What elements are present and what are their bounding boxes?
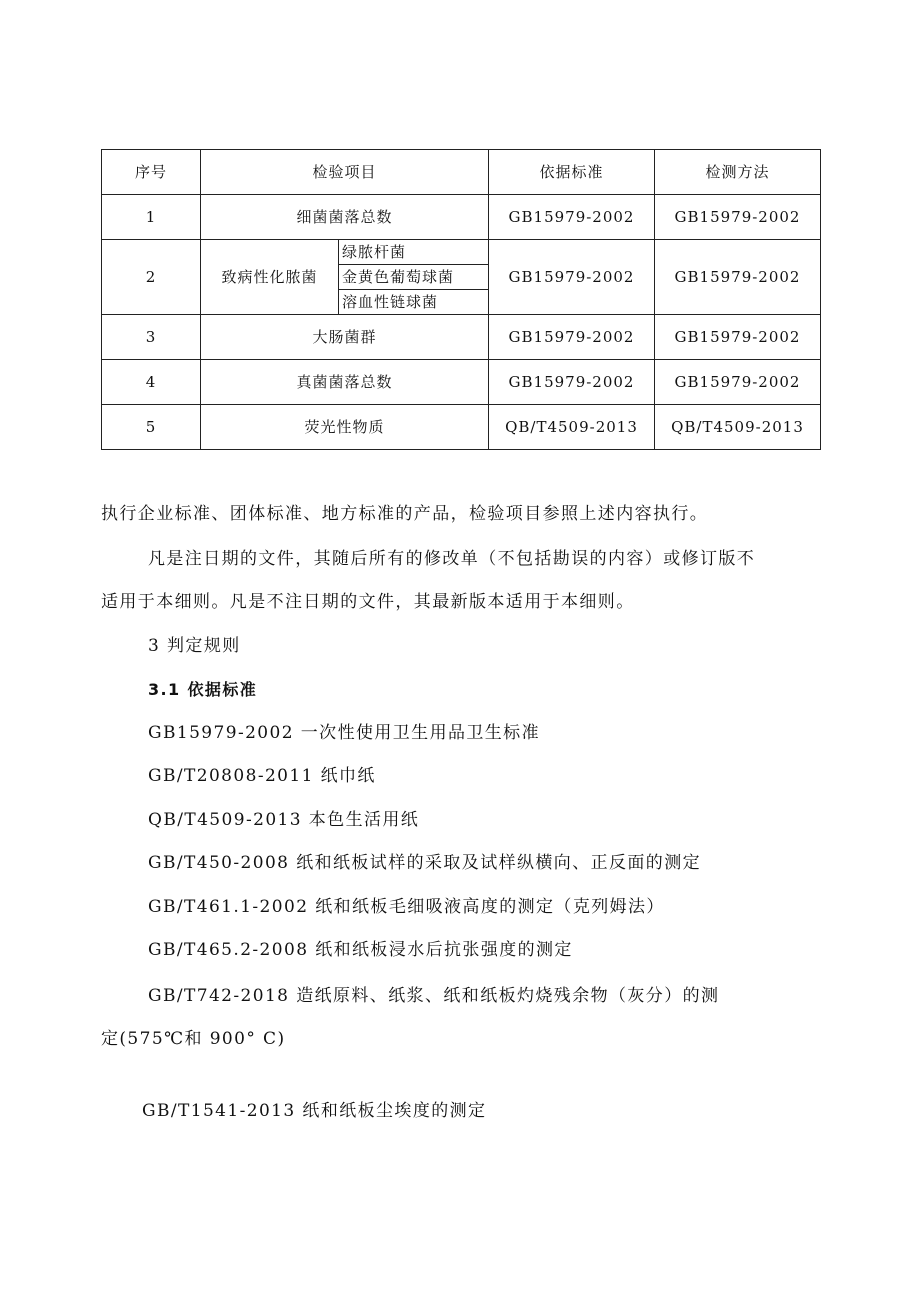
standard-reference: GB15979-2002 一次性使用卫生用品卫生标准 [148,723,540,743]
row-standard: GB15979-2002 [489,240,655,315]
standard-reference-continued: 定(575℃和 900° C) [101,1029,286,1049]
table-header-row [102,150,821,195]
subsection-heading: 3.1 依据标准 [148,680,258,699]
paragraph-dated-refs-line2: 适用于本细则。凡是不注日期的文件，其最新版本适用于本细则。 [101,592,635,612]
row-standard: GB15979-2002 [489,360,655,405]
header-method: 检测方法 [655,150,821,195]
row-method: QB/T4509-2013 [655,405,821,450]
header-standard: 依据标准 [489,150,655,195]
row-item: 荧光性物质 [201,405,489,450]
row-no: 1 [102,195,201,240]
paragraph-scope: 执行企业标准、团体标准、地方标准的产品，检验项目参照上述内容执行。 [101,504,709,524]
standard-reference: GB/T742-2018 造纸原料、纸浆、纸和纸板灼烧残余物（灰分）的测 [148,986,720,1006]
paragraph-dated-refs-line1: 凡是注日期的文件，其随后所有的修改单（不包括勘误的内容）或修订版不 [148,549,756,569]
table-row [102,315,821,360]
row-standard: GB15979-2002 [489,195,655,240]
row-item: 细菌菌落总数 [201,195,489,240]
table-row [102,195,821,240]
standard-reference: GB/T461.1-2002 纸和纸板毛细吸液高度的测定（克列姆法） [148,897,665,917]
row-item-group [201,240,489,315]
header-no: 序号 [102,150,201,195]
row-method: GB15979-2002 [655,195,821,240]
row-item: 真菌菌落总数 [201,360,489,405]
standard-reference: GB/T450-2008 纸和纸板试样的采取及试样纵横向、正反面的测定 [148,853,701,873]
row-standard: GB15979-2002 [489,315,655,360]
header-item: 检验项目 [201,150,489,195]
row-method: GB15979-2002 [655,240,821,315]
table-row [102,405,821,450]
table-row [102,240,821,315]
sub-item: 金黄色葡萄球菌 [339,265,488,290]
inspection-items-table [101,149,821,450]
row-no: 5 [102,405,201,450]
standard-reference: GB/T1541-2013 纸和纸板尘埃度的测定 [142,1101,487,1121]
sub-item: 溶血性链球菌 [342,293,439,311]
row-no: 2 [102,240,201,315]
standard-reference: GB/T465.2-2008 纸和纸板浸水后抗张强度的测定 [148,940,573,960]
row-item: 大肠菌群 [201,315,489,360]
row-no: 4 [102,360,201,405]
row-standard: QB/T4509-2013 [489,405,655,450]
row-no: 3 [102,315,201,360]
row-method: GB15979-2002 [655,360,821,405]
standard-reference: QB/T4509-2013 本色生活用纸 [148,810,420,830]
row-item-category: 致病性化脓菌 [201,240,339,314]
section-heading: 3 判定规则 [148,636,241,656]
row-method: GB15979-2002 [655,315,821,360]
standard-reference: GB/T20808-2011 纸巾纸 [148,766,376,786]
table-row [102,360,821,405]
sub-item: 绿脓杆菌 [339,240,488,265]
